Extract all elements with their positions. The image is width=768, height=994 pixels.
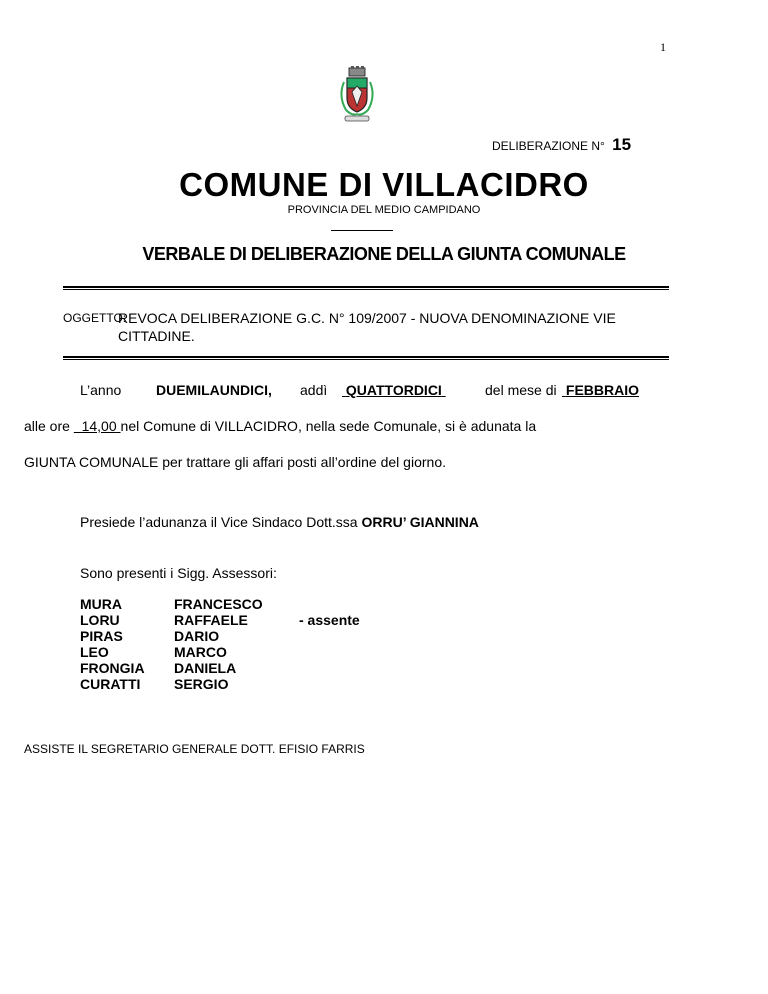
assessore-surname: LEO [80, 644, 109, 660]
deliberazione-label: DELIBERAZIONE N° [492, 139, 605, 153]
addi-label: addì [300, 382, 328, 398]
divider [331, 230, 393, 231]
deliberazione-number [492, 135, 631, 155]
presiede-text: Presiede l’adunanza il Vice Sindaco Dott.ssa [80, 514, 358, 530]
assessore-surname: CURATTI [80, 676, 141, 692]
ore-label: alle ore [24, 418, 70, 434]
assiste-text: ASSISTE IL SEGRETARIO GENERALE DOTT. EFISIO FARRIS [24, 742, 365, 756]
anno-label: L’anno [80, 382, 122, 398]
divider-bottom [63, 356, 669, 360]
assessore-note [299, 676, 360, 692]
assessore-row [80, 644, 360, 660]
assessore-name: SERGIO [174, 676, 229, 692]
province-subtitle: PROVINCIA DEL MEDIO CAMPIDANO [287, 204, 481, 216]
sede-text: nel Comune di VILLACIDRO, nella sede Comunale, si è adunata la [120, 418, 537, 434]
assessore-name: DARIO [174, 628, 220, 644]
assessore-row [80, 628, 360, 644]
oggetto-text: REVOCA DELIBERAZIONE G.C. N° 109/2007 - NUOVA DENOMINAZIONE VIE CITTADINE. [118, 310, 616, 344]
assessore-surname: MURA [80, 596, 122, 612]
ore-value [74, 418, 121, 434]
assessore-surname: LORU [80, 612, 120, 628]
presenti-text: Sono presenti i Sigg. Assessori: [80, 565, 277, 581]
assessore-row [80, 676, 360, 692]
assessore-name: FRANCESCO [174, 596, 263, 612]
coat-of-arms-icon [334, 66, 380, 124]
ore-text: 14,00 [81, 418, 117, 434]
mese-value [562, 382, 639, 398]
oggetto-label: OGGETTO: [63, 311, 127, 325]
giorno-value [342, 382, 446, 398]
assessori-table [80, 596, 360, 692]
assessore-note [299, 644, 360, 660]
assessore-note [299, 660, 360, 676]
document-heading: VERBALE DI DELIBERAZIONE DELLA GIUNTA COMUNALE [142, 244, 626, 264]
assessore-name: RAFFAELE [174, 612, 248, 628]
deliberazione-value: 15 [612, 135, 632, 154]
assessore-name: DANIELA [174, 660, 237, 676]
ore-line [24, 418, 536, 434]
assessore-note [299, 628, 360, 644]
assessore-surname: PIRAS [80, 628, 123, 644]
assessore-row [80, 596, 360, 612]
assessore-note: - assente [299, 612, 360, 628]
mese-label: del mese di [485, 382, 557, 398]
anno-value: DUEMILAUNDICI, [156, 382, 272, 398]
page-title: COMUNE DI VILLACIDRO [179, 166, 589, 203]
mese-text: FEBBRAIO [565, 382, 640, 398]
page-number: 1 [660, 40, 666, 54]
giunta-text: GIUNTA COMUNALE per trattare gli affari posti all’ordine del giorno. [24, 454, 446, 470]
assessore-row [80, 612, 360, 628]
divider-top [63, 286, 669, 290]
assessore-note [299, 596, 360, 612]
giorno-text: QUATTORDICI [345, 382, 442, 398]
presiede-name: ORRU’ GIANNINA [361, 514, 479, 530]
assessore-surname: FRONGIA [80, 660, 145, 676]
assessore-name: MARCO [174, 644, 227, 660]
assessore-row [80, 660, 360, 676]
presiede-line [80, 514, 479, 530]
